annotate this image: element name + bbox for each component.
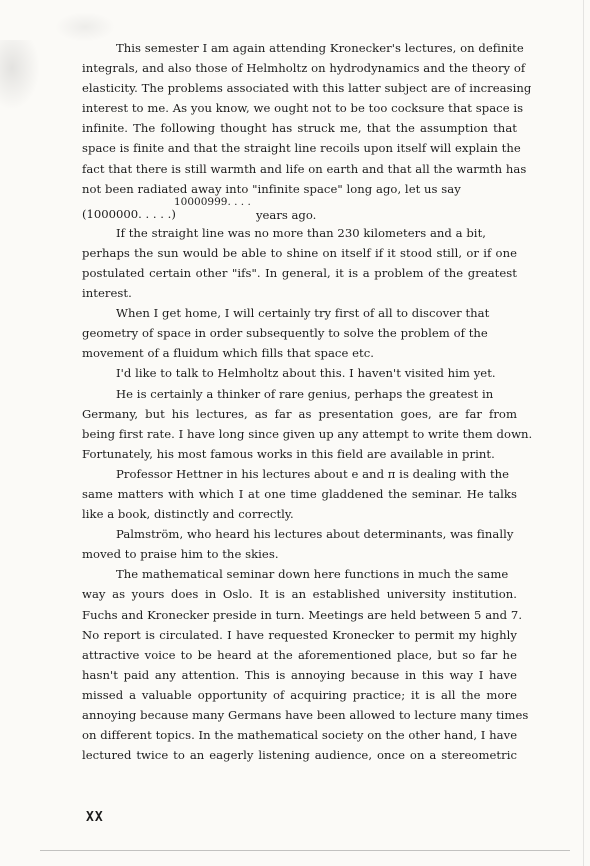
text-line: Palmström, who heard his lectures about determinants, was finally xyxy=(116,527,514,542)
paragraph xyxy=(82,223,517,303)
text-line: Germany, but his lectures, as far as presentation goes, are far from xyxy=(82,406,517,421)
formula-exponent: 10000999. . . . xyxy=(174,195,251,208)
paragraph xyxy=(82,363,517,383)
text-line: When I get home, I will certainly try first of all to discover that xyxy=(116,306,490,321)
text-line: missed a valuable opportunity of acquiring practice; it is all the more xyxy=(82,687,517,702)
page-edge-shadow xyxy=(583,0,584,866)
text-line: on different topics. In the mathematical society on the other hand, I have xyxy=(82,728,518,743)
text-line: fact that there is still warmth and life on earth and that all the warmth has xyxy=(82,161,527,176)
paragraph xyxy=(82,564,529,765)
paragraph xyxy=(82,524,517,564)
text-line: interest. xyxy=(82,286,132,301)
text-line: annoying because many Germans have been allowed to lecture many times xyxy=(82,708,529,722)
text-line: integrals, and also those of Helmholtz on hydrodynamics and the theory of xyxy=(82,61,526,76)
bottom-edge-line xyxy=(40,850,570,851)
letter-body xyxy=(82,38,533,765)
text-line: He is certainly a thinker of rare genius, perhaps the greatest in xyxy=(116,386,494,401)
text-line: Fuchs and Kronecker preside in turn. Meetings are held between 5 and 7. xyxy=(82,607,523,622)
formula-line xyxy=(82,195,517,223)
text-line: Fortunately, his most famous works in this field are available in print. xyxy=(82,446,495,461)
text-line: movement of a fluidum which fills that space etc. xyxy=(82,346,374,361)
paragraph xyxy=(82,384,533,464)
text-line: postulated certain other "ifs". In general, it is a problem of the greatest xyxy=(82,265,517,280)
text-line: No report is circulated. I have requested Kronecker to permit my highly xyxy=(82,627,517,642)
text-line: hasn't paid any attention. This is annoying because in this way I have xyxy=(82,667,517,682)
text-line: If the straight line was no more than 230 kilometers and a bit, xyxy=(116,225,487,240)
paragraph xyxy=(82,464,517,524)
scan-smudge-left xyxy=(0,40,40,110)
paragraph xyxy=(82,38,532,223)
text-line: perhaps the sun would be able to shine on itself if it stood still, or if one xyxy=(82,245,517,260)
text-line: not been radiated away into "infinite space" long ago, let us say xyxy=(82,181,461,196)
text-line: interest to me. As you know, we ought not to be too cocksure that space is xyxy=(82,101,524,116)
text-line: moved to praise him to the skies. xyxy=(82,547,279,562)
text-line: being first rate. I have long since given up any attempt to write them down. xyxy=(82,426,533,441)
text-line: lectured twice to an eagerly listening audience, once on a stereometric xyxy=(82,748,517,763)
text-line: space is finite and that the straight line recoils upon itself will explain the xyxy=(82,141,521,156)
text-line: elasticity. The problems associated with this latter subject are of increasing xyxy=(82,81,532,96)
page-mark: XX xyxy=(86,810,104,825)
text-line: Professor Hettner in his lectures about e and π is dealing with the xyxy=(116,466,510,481)
text-line: This semester I am again attending Kronecker's lectures, on definite xyxy=(116,41,524,55)
text-line: way as yours does in Oslo. It is an established university institution. xyxy=(82,587,517,602)
text-line: The mathematical seminar down here functions in much the same xyxy=(116,567,509,582)
text-line: infinite. The following thought has struck me, that the assumption that xyxy=(82,121,517,136)
formula-base: (1000000. . . . .) xyxy=(82,206,176,221)
text-line: attractive voice to be heard at the aforementioned place, but so far he xyxy=(82,647,517,662)
text-line: like a book, distinctly and correctly. xyxy=(82,507,294,522)
text-line: same matters with which I at one time gladdened the seminar. He talks xyxy=(82,486,517,501)
paragraph xyxy=(82,303,517,363)
formula-tail: years ago. xyxy=(256,207,317,222)
text-line: I'd like to talk to Helmholtz about this. I haven't visited him yet. xyxy=(116,366,496,381)
text-line: geometry of space in order subsequently to solve the problem of the xyxy=(82,326,488,341)
